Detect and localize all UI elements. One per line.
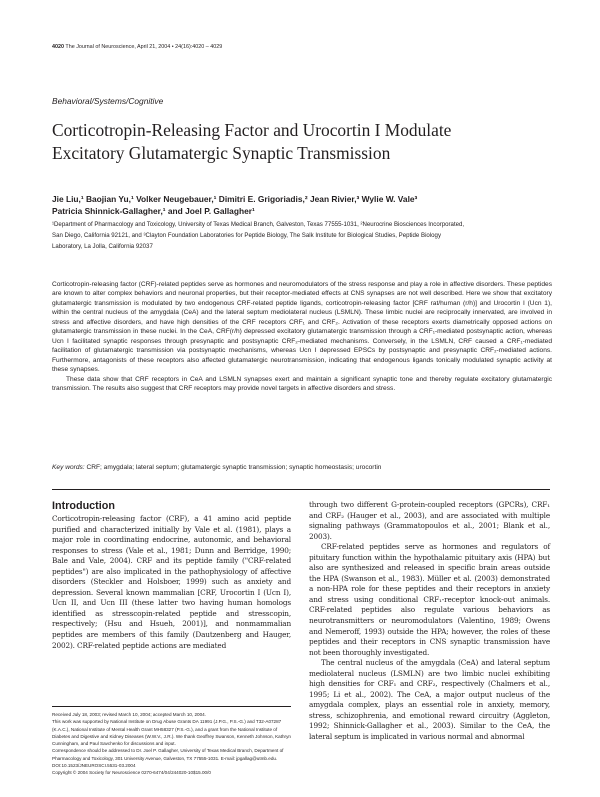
page-number: 4020 [52, 44, 64, 50]
footnote-received: Received July 18, 2003; revised March 10, 2004; accepted March 10, 2004. [52, 712, 206, 717]
body-paragraph-continued: through two different G-protein-coupled receptors (GPCRs), CRF₁ and CRF₂ (Hauger et al., 2003), and are associated with multiple signaling pathways (Grammatopoulos et al., 2001; Blank et al., 2003). [309, 500, 550, 541]
article-title [52, 119, 552, 165]
affiliation-line-2: San Diego, California 92121, and ³Clayton Foundation Laboratories for Peptide Biology, The Salk Institute for Biological Studies, Peptide Biology [52, 232, 441, 239]
abstract-paragraph-2: These data show that CRF receptors in CeA and LSMLN synapses exert and maintain a significant synaptic tone and thereby regulate excitatory glutamatergic transmission. The results also suggest that CRF receptors may provide novel targets in affective disorders and stress. [52, 375, 552, 392]
right-column [309, 500, 550, 743]
abstract [52, 280, 552, 393]
author-list [52, 194, 552, 217]
footnote-doi: DOI:10.1523/JNEUROSCI.5531-03.2004 [52, 763, 136, 769]
keywords-label: Key words: [52, 464, 85, 471]
title-line-1: Corticotropin-Releasing Factor and Urocortin I Modulate [52, 120, 452, 140]
section-label: Behavioral/Systems/Cognitive [52, 96, 164, 106]
left-column [52, 500, 291, 651]
footnote-funding: This work was supported by National Institute on Drug Abuse Grants DA 11991 (J.P.G., P.S.-G.) and T32-A07287 (K.A.C.), National Institute of Mental Health Grant MH58327 (P.S.-G.), and a grant from the National Institute of Diabetes and Digestive and Kidney Diseases (W.W.V., J.R.). We thank Geoffrey Swanson, Kenneth Johnson, Kathryn Cunningham, and Paul Savchenko for discussions and input. [52, 719, 291, 747]
affiliation-line-1: ¹Department of Pharmacology and Toxicology, University of Texas Medical Branch, Galveston, Texas 77555-1031, ²Neurocrine Biosciences Incorporated, [52, 221, 465, 228]
running-header [52, 44, 222, 50]
footnotes [52, 706, 291, 777]
keywords [52, 464, 552, 471]
footnote-correspondence: Correspondence should be addressed to Dr. Joel P. Gallagher, University of Texas Medical Branch, Department of Pharmacology and Toxicology, 301 University Avenue, Galveston, TX 77555-1031. E-mail: jpgallag@utmb.edu. [52, 748, 284, 761]
introduction-paragraph-1: Corticotropin-releasing factor (CRF), a 41 amino acid peptide purified and characterized initially by Vale et al. (1981), plays a major role in coordinating endocrine, autonomic, and behavioral responses to stress (Vale et al., 1981; Dunn and Berridge, 1990; Bale and Vale, 2004). CRF and its peptide family ("CRF-related peptides") are also implicated in the pathophysiology of affective disorders (Steckler and Holsboer, 1999) such as anxiety and depression. Several known mammalian [CRF, Urocortin I (Ucn I), Ucn II, and Ucn III (these latter two having human homologs identified as stresscopin-related peptide and stresscopin, respectively; (Hsu and Hsueh, 2001)], and nonmammalian peptides are members of this family (Dautzenberg and Hauger, 2002). CRF-related peptide actions are mediated [52, 514, 291, 650]
footnote-divider [52, 706, 291, 707]
abstract-paragraph-1: Corticotropin-releasing factor (CRF)-related peptides serve as hormones and neuromodulators of the stress response and play a role in affective disorders. These peptides are known to alter complex behaviors and neuronal properties, but their receptor-mediated effects at CNS synapses are not well described. Here we show that excitatory glutamatergic transmission is modulated by two endogenous CRF-related peptide ligands, corticotropin-releasing factor [CRF rat/human (r/h)] and Urocortin I (Ucn 1), within the central nucleus of the amygdala (CeA) and the lateral septum mediolateral nucleus (LSMLN). These limbic nuclei are reciprocally innervated, are involved in stress and affective disorders, and have high densities of the CRF receptors CRF₁ and CRF₂. Activation of these receptors exerts diametrically opposed actions on glutamatergic transmission in these nuclei. In the CeA, CRF(r/h) depressed excitatory glutamatergic transmission through a CRF₁-mediated postsynaptic action, whereas Ucn I facilitated synaptic responses through presynaptic and postsynaptic CRF₂-mediated mechanisms. Conversely, in the LSMLN, CRF caused a CRF₁-mediated facilitation of glutamatergic transmission via postsynaptic mechanisms, whereas Ucn I depressed EPSCs by postsynaptic and presynaptic CRF₂-mediated actions. Furthermore, antagonists of these receptors also affected glutamatergic neurotransmission, indicating that endogenous ligands tonically modulated synaptic activity at these synapses. [52, 281, 552, 374]
authors-line-1: Jie Liu,¹ Baojian Yu,¹ Volker Neugebauer,¹ Dimitri E. Grigoriadis,² Jean Rivier,³ Wylie W. Vale³ [52, 194, 418, 204]
authors-line-2: Patricia Shinnick-Gallagher,¹ and Joel P. Gallagher¹ [52, 205, 255, 216]
introduction-heading: Introduction [52, 500, 115, 512]
journal-citation: The Journal of Neuroscience, April 21, 2004 • 24(16):4020 – 4029 [65, 44, 223, 50]
footnote-copyright: Copyright © 2004 Society for Neuroscience 0270-6474/04/244020-10$15.00/0 [52, 770, 211, 776]
affiliations [52, 219, 552, 252]
body-paragraph-2: CRF-related peptides serve as hormones and regulators of pituitary function within the hypothalamic pituitary axis (HPA) but also are synthesized and released in specific brain areas outside the HPA (Swanson et al., 1983). Müller et al. (2003) demonstrated a non-HPA role for these peptides and their receptors in anxiety and stress using conditional CRF₁-receptor knock-out animals. CRF-related peptides also regulate various behaviors as neurotransmitters or neuromodulators (Valentino, 1989; Owens and Nemeroff, 1993) outside the HPA; however, the roles of these peptides and their receptors in CNS synaptic transmission have not been thoroughly investigated. [309, 542, 550, 657]
section-divider [52, 489, 550, 490]
title-line-2: Excitatory Glutamatergic Synaptic Transmission [52, 143, 391, 163]
keywords-list: CRF; amygdala; lateral septum; glutamatergic synaptic transmission; synaptic homeostasis; urocortin [84, 464, 382, 471]
body-paragraph-3: The central nucleus of the amygdala (CeA) and lateral septum mediolateral nucleus (LSMLN) are two limbic nuclei exhibiting high densities for CRF₁ and CRF₂, respectively (Chalmers et al., 1995; Li et al., 2002). The CeA, a major output nucleus of the amygdala complex, plays an essential role in anxiety, memory, stress, schizophrenia, and emotional reward circuitry (Aggleton, 1992; Shinnick-Gallagher et al., 2003). Similar to the CeA, the lateral septum is implicated in various normal and abnormal [309, 658, 550, 742]
affiliation-line-3: Laboratory, La Jolla, California 92037 [52, 243, 153, 250]
